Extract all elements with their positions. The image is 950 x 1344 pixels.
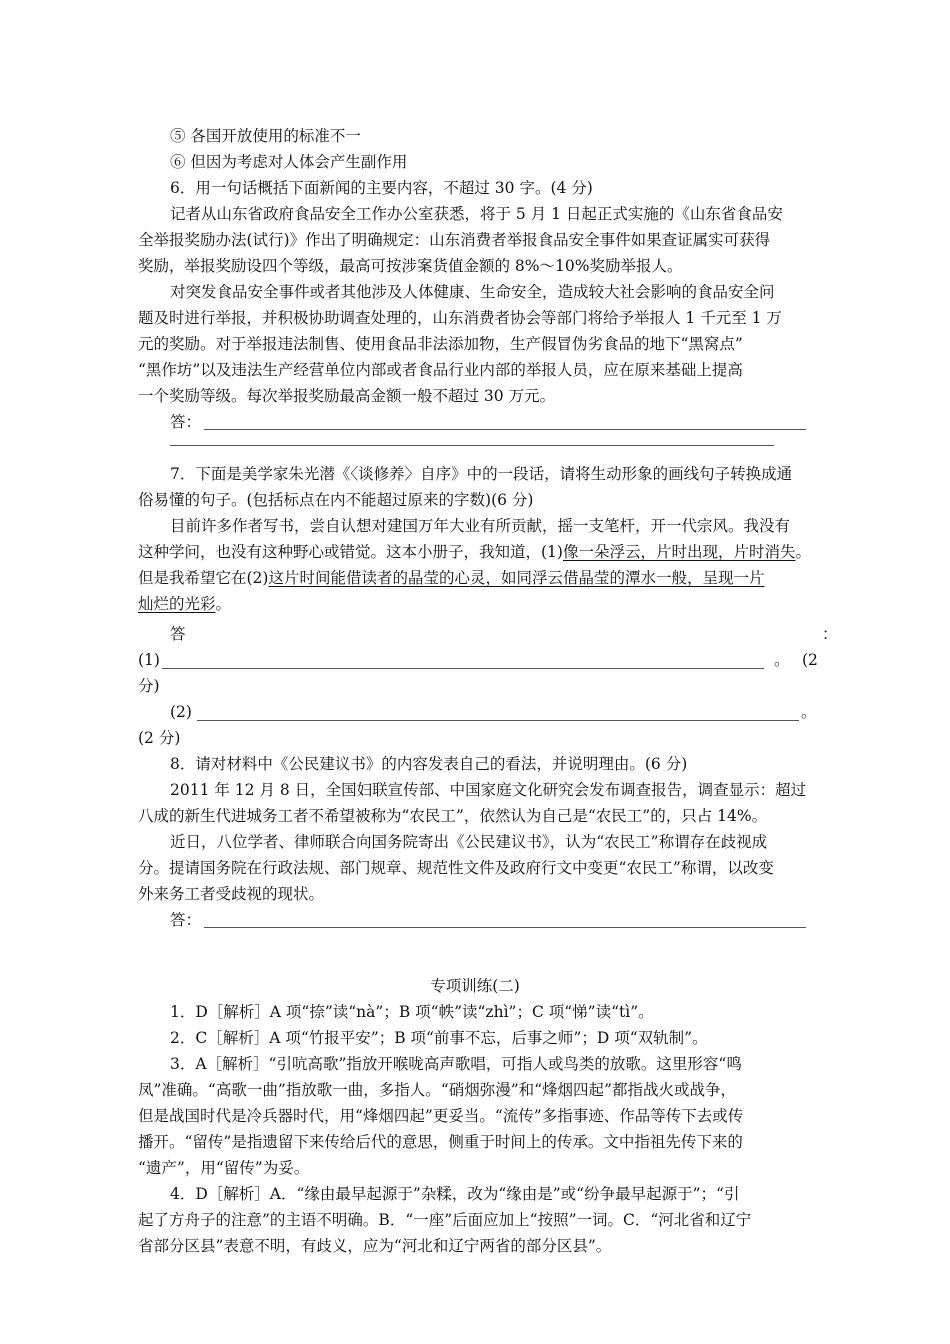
answer-item-3-line: “遗产”，用“留传”为妥。 <box>138 1159 310 1177</box>
q6-paragraph-2-line: 一个奖励等级。每次举报奖励最高金额一般不超过 30 万元。 <box>138 387 556 405</box>
q7-answer-label: 答 <box>170 625 186 643</box>
q7-answer-2-line <box>197 720 799 721</box>
q7-passage-line <box>138 567 764 589</box>
q8-paragraph-2-line: 外来务工者受歧视的现状。 <box>138 885 325 903</box>
answers-section-title: 专项训练(二) <box>430 977 520 995</box>
q7-answer-2-end: 。 <box>801 703 817 721</box>
q6-paragraph-1-line: 奖励，举报奖励设四个等级，最高可按涉案货值金额的 8%～10%奖励举报人。 <box>138 257 683 275</box>
q7-underlined-sentence-1: 像一朵浮云，片时出现，片时消失 <box>562 543 796 561</box>
q7-passage-text: 但是我希望它在(2) <box>138 569 269 587</box>
q8-answer-label: 答： <box>170 911 202 929</box>
q7-answer-2-score: (2 分) <box>138 729 181 747</box>
q7-answer-2-label: (2) <box>170 703 192 721</box>
q7-answer-colon: ： <box>822 625 838 643</box>
q7-passage-text: 。 <box>795 543 811 561</box>
q6-answer-label: 答： <box>170 413 202 431</box>
q7-answer-1-score: (2 <box>802 651 818 669</box>
answer-item-4-line: 省部分区县”表意不明，有歧义，应为“河北和辽宁两省的部分区县”。 <box>138 1237 612 1255</box>
q6-paragraph-1-line: 全举报奖励办法(试行)》作出了明确规定：山东消费者举报食品安全事件如果查证属实可获得 <box>138 231 771 249</box>
q6-answer-line-2 <box>170 445 774 446</box>
q7-answer-1-score-cont: 分) <box>138 677 160 695</box>
answer-item-3-line: 播开。“留传”是指遗留下来传给后代的意思，侧重于时间上的传承。文中指祖先传下来的 <box>138 1133 743 1151</box>
list-item-5: ⑤ 各国开放使用的标准不一 <box>170 127 361 145</box>
q6-answer-line <box>204 429 806 430</box>
q8-paragraph-1-line: 2011 年 12 月 8 日，全国妇联宣传部、中国家庭文化研究会发布调查报告，调查显示：超过 <box>170 781 807 799</box>
q6-paragraph-1-line: 记者从山东省政府食品安全工作办公室获悉，将于 5 月 1 日起正式实施的《山东省食品安 <box>170 205 783 223</box>
question-6-prompt: 6．用一句话概括下面新闻的主要内容，不超过 30 字。(4 分) <box>170 179 593 197</box>
q6-paragraph-2-line: 对突发食品安全事件或者其他涉及人体健康、生命安全，造成较大社会影响的食品安全问 <box>170 283 775 301</box>
answer-item-4-line: 起了方舟子的注意”的主语不明确。B．“一座”后面应加上“按照”一词。C．“河北省和辽宁 <box>138 1211 752 1229</box>
q7-answer-1-label: (1) <box>138 651 160 669</box>
q7-passage-text: 这种学问，也没有这种野心或错觉。这本小册子，我知道，(1) <box>138 543 563 561</box>
question-8-prompt: 8．请对材料中《公民建议书》的内容发表自己的看法，并说明理由。(6 分) <box>170 755 688 773</box>
q7-underlined-sentence-2-end: 灿烂的光彩 <box>138 595 216 613</box>
answer-item-1: 1．D［解析］A 项“捺”读“nà”；B 项“帙”读“zhì”；C 项“悌”读“tì”。 <box>170 1003 654 1021</box>
answer-item-3: 3．A［解析］“引吭高歌”指放开喉咙高声歌唱，可指人或鸟类的放歌。这里形容“鸣 <box>170 1055 742 1073</box>
q6-paragraph-2-line: 题及时进行举报，并积极协助调查处理的，山东消费者协会等部门将给予举报人 1 千元至 1 万 <box>138 309 782 327</box>
q7-passage-line <box>138 541 811 563</box>
q8-paragraph-1-line: 八成的新生代进城务工者不希望被称为“农民工”，依然认为自己是“农民工”的，只占 14%。 <box>138 807 768 825</box>
answer-item-4: 4．D［解析］A．“缘由最早起源于”杂糅，改为“缘由是”或“纷争最早起源于”；“引 <box>170 1185 740 1203</box>
q7-passage-text: 。 <box>215 595 232 613</box>
q8-paragraph-2-line: 分。提请国务院在行政法规、部门规章、规范性文件及政府行文中变更“农民工”称谓，以改变 <box>138 859 774 877</box>
q8-answer-line <box>204 927 806 928</box>
q7-passage-line <box>138 593 231 615</box>
q7-underlined-sentence-2: 这片时间能借读者的晶莹的心灵，如同浮云借晶莹的潭水一般，呈现一片 <box>268 569 765 587</box>
q7-answer-1-end: 。 <box>774 651 790 669</box>
q8-paragraph-2-line: 近日，八位学者、律师联合向国务院寄出《公民建议书》，认为“农民工”称谓存在歧视成 <box>170 833 768 851</box>
q7-passage-line: 目前许多作者写书，尝自认想对建国万年大业有所贡献，摇一支笔杆，开一代宗风。我没有 <box>170 517 791 535</box>
list-item-6: ⑥ 但因为考虑对人体会产生副作用 <box>170 153 408 171</box>
question-7-prompt-cont: 俗易懂的句子。(包括标点在内不能超过原来的字数)(6 分) <box>138 491 534 509</box>
answer-item-2: 2．C［解析］A 项“竹报平安”；B 项“前事不忘，后事之师”；D 项“双轨制”。 <box>170 1029 708 1047</box>
question-7-prompt: 7．下面是美学家朱光潜《〈谈修养〉自序》中的一段话，请将生动形象的画线句子转换成通 <box>170 465 793 483</box>
answer-item-3-line: 但是战国时代是冷兵器时代，用“烽烟四起”更妥当。“流传”多指事迹、作品等传下去或传 <box>138 1107 744 1125</box>
q6-paragraph-2-line: 元的奖励。对于举报违法制售、使用食品非法添加物，生产假冒伪劣食品的地下“黑窝点” <box>138 335 743 353</box>
answer-item-3-line: 凤”准确。“高歌一曲”指放歌一曲，多指人。“硝烟弥漫”和“烽烟四起”都指战火或战争， <box>138 1081 736 1099</box>
q7-answer-1-line <box>162 668 764 669</box>
q6-paragraph-2-line: “黑作坊”以及违法生产经营单位内部或者食品行业内部的举报人员，应在原来基础上提高 <box>138 361 743 379</box>
